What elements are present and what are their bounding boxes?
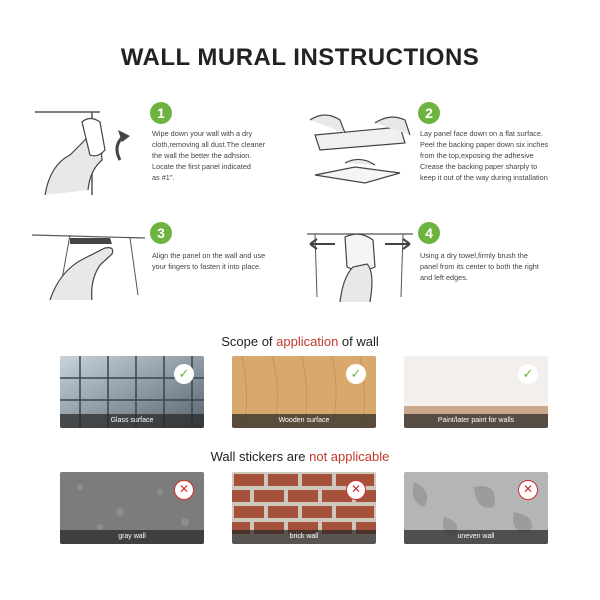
tile-label: uneven wall [404, 530, 548, 544]
not-applicable-heading: Wall stickers are not applicable [210, 449, 390, 464]
tile-label: brick wall [232, 530, 376, 544]
cross-icon: ✕ [518, 480, 538, 500]
step-1-text: Wipe down your wall with a dry cloth,removing all dust.The cleaner the wall the better the adhsion. Locate the first panel indicated as #1". [152, 129, 266, 182]
check-icon: ✓ [346, 364, 366, 384]
tile-label: Wooden surface [232, 414, 376, 428]
tile-wooden-surface [232, 356, 376, 428]
check-icon: ✓ [174, 364, 194, 384]
tile-label: gray wall [60, 530, 204, 544]
step-3-badge: 3 [150, 222, 172, 244]
tile-label: Glass surface [60, 414, 204, 428]
scope-heading: Scope of application of wall [221, 334, 379, 349]
cross-icon: ✕ [346, 480, 366, 500]
step-4-illustration [305, 222, 415, 302]
tile-glass-surface [60, 356, 204, 428]
step-2-badge: 2 [418, 102, 440, 124]
tile-uneven-wall [404, 472, 548, 544]
step-2-illustration [305, 105, 415, 190]
tile-label: Paint/later paint for walls [404, 414, 548, 428]
tile-paint-wall [404, 356, 548, 428]
tile-gray-wall [60, 472, 204, 544]
step-1-illustration [30, 100, 145, 195]
cross-icon: ✕ [174, 480, 194, 500]
step-2-text: Lay panel face down on a flat surface. Peel the backing paper down six inches from the top,exposing the adhesive Crease the backing paper sharply to keep it out of the way during installation [420, 129, 549, 182]
step-1-badge: 1 [150, 102, 172, 124]
page-title: WALL MURAL INSTRUCTIONS [120, 44, 480, 71]
step-4-text: Using a dry towel,firmly brush the panel from its center to both the right and left edges. [420, 251, 539, 282]
step-4-badge: 4 [418, 222, 440, 244]
step-3-illustration [30, 220, 145, 300]
step-3-text: Align the panel on the wall and use your fingers to fasten it into place. [152, 251, 266, 271]
tile-brick-wall [232, 472, 376, 544]
check-icon: ✓ [518, 364, 538, 384]
